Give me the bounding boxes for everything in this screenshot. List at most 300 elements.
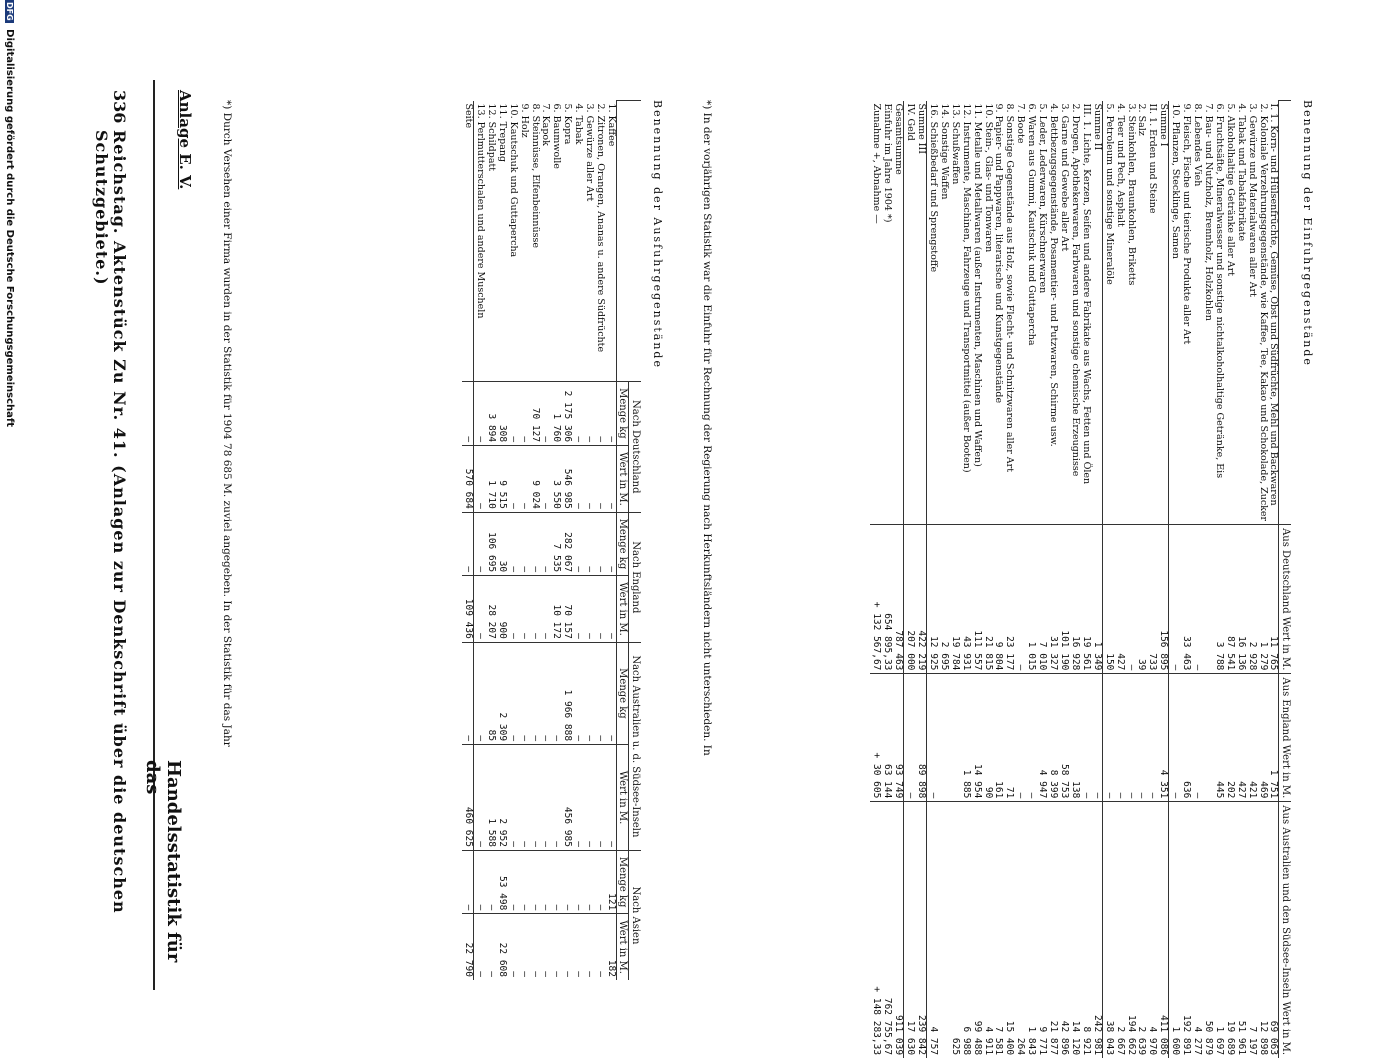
import-value-au: 2 667 [1114,802,1125,1058]
export-value: — [529,512,540,575]
import-row [1202,101,1213,1058]
import-value-de: — [1169,525,1180,674]
export-value: — [518,914,529,980]
import-value-au: 12 898 [1257,802,1268,1058]
import-value-en [1202,674,1213,802]
export-value: — [507,512,518,575]
import-row-label: 6. Fruchtsäfte, Mineralwasser und sonstige nichtalkoholhaltige Getränke, Eis [1213,101,1224,525]
import-grid [870,100,1291,1058]
import-row-label: 4. Teer und Pech, Asphalt [1114,101,1125,525]
import-row [1036,101,1047,1058]
import-value-en: 4 947 [1036,674,1047,802]
import-value-au: 192 891 [1180,802,1191,1058]
import-row [915,101,926,1058]
import-value-de: 156 895 [1157,525,1168,674]
export-value: — [540,576,551,643]
import-row-label: III. 1. Lichte, Kerzen, Seifen und andere Fabrikate aus Wachs, Fetten und Ölen [1080,101,1091,525]
import-value-au: 51 961 [1235,802,1246,1058]
export-value: — [572,914,583,980]
import-value-au: 6 988 [960,802,971,1058]
import-row-label: 2. Salz [1136,101,1147,525]
export-value: — [583,576,594,643]
export-value: 3 894 [485,381,496,445]
import-row-label: 9. Fleisch, Fische und tierische Produkte aller Art [1180,101,1191,525]
import-row-label: Einfuhr im Jahre 1904 *) [881,101,892,525]
import-row [1180,101,1191,1058]
export-value: 456 985 [561,745,572,851]
export-value: — [572,381,583,445]
import-value-de: 21 815 [982,525,993,674]
export-value: — [572,576,583,643]
export-value: — [605,512,616,575]
import-value-en: — [1080,674,1091,802]
annex-label: Anlage E. V. [176,90,193,189]
export-row-label: Seite [462,101,473,382]
export-value: — [462,512,473,575]
import-value-au: 14 120 [1069,802,1080,1058]
import-row [960,101,971,1058]
export-row [496,101,507,981]
export-value: — [572,512,583,575]
export-value: — [605,381,616,445]
export-row-label: 11. Trepang [496,101,507,382]
export-value: 22 790 [462,914,473,980]
import-value-au: 4 757 [927,802,938,1058]
import-footnote: *) In der vorjährigen Statistik war die Einfuhr für Rechnung der Regierung nach Herkunftsländern nicht unterschieden. In [701,100,713,756]
import-value-de: 207 000 [904,525,915,674]
import-row-label: I. 1. Korn- und Hülsenfrüchte, Gemüse, Obst und Südfrüchte, Mehl und Backwaren [1268,101,1279,525]
import-value-en: 202 [1224,674,1235,802]
export-row-label: 9. Holz [518,101,529,382]
page-number: 336 [110,90,128,123]
import-value-au: 911 039 [892,802,903,1058]
import-row-label: 3. Steinkohlen, Braunkohlen, Briketts [1125,101,1136,525]
import-value-en: — [1091,674,1102,802]
export-value: 1 966 888 [561,642,572,744]
export-value: — [540,745,551,851]
import-value-en: 63 144 [881,674,892,802]
import-row [1246,101,1257,1058]
import-value-de: 33 463 [1180,525,1191,674]
import-row-label: 12. Instrumente, Maschinen, Fahrzeuge und Transportmittel (außer Booten) [960,101,971,525]
export-value: 1 710 [485,446,496,513]
import-row-label: 14. Sonstige Waffen [938,101,949,525]
export-value: — [572,850,583,913]
import-row-label: 5. Leder, Lederwaren, Kürschnerwaren [1036,101,1047,525]
export-value: — [518,576,529,643]
import-value-au: 4 277 [1191,802,1202,1058]
import-value-au [938,802,949,1058]
import-value-au: 762 755,67 [881,802,892,1058]
import-value-de: 31 327 [1047,525,1058,674]
import-row [1257,101,1268,1058]
import-row [1014,101,1025,1058]
export-value: — [540,446,551,513]
export-value: 30 [496,512,507,575]
export-value: 9 515 [496,446,507,513]
import-value-de: 733 [1146,525,1157,674]
export-value: — [518,642,529,744]
import-value-en [949,674,960,802]
export-row [583,101,594,981]
export-row [561,101,572,981]
export-row-label: 4. Tabak [572,101,583,382]
export-col-sub: Wert in M. [617,576,630,643]
export-value: 900 [496,576,507,643]
import-value-de: 3 788 [1213,525,1224,674]
export-value: — [550,745,561,851]
import-value-de: 1 279 [1257,525,1268,674]
import-row [1146,101,1157,1058]
export-value: — [540,381,551,445]
import-value-de: 654 895,33 [881,525,892,674]
dfg-logo: DFG [5,0,14,23]
export-value: — [485,850,496,913]
export-value: 7 535 [550,512,561,575]
export-row-label: 12. Schildpatt [485,101,496,382]
section-title: Handelsstatistik für das [142,760,183,1000]
import-value-en: 8 399 [1047,674,1058,802]
import-row-label: 6. Waren aus Gummi, Kautschuk und Guttapercha [1025,101,1036,525]
export-col-group: Nach Deutschland [629,381,641,512]
export-value: 2 309 [496,642,507,744]
import-value-en: 90 [982,674,993,802]
import-row-label: Summe III [915,101,926,525]
export-row [572,101,583,981]
export-row [462,101,473,981]
export-value: — [572,745,583,851]
export-value: — [605,576,616,643]
import-value-en: — [1169,674,1180,802]
import-row [892,101,903,1058]
export-value: — [474,745,485,851]
export-row [550,101,561,981]
import-value-au: 19 689 [1224,802,1235,1058]
export-value: — [594,576,605,643]
import-row-label: 5. Alkoholhaltige Getränke aller Art [1224,101,1235,525]
import-row [1125,101,1136,1058]
import-value-de: 150 [1102,525,1113,674]
import-col-name [1279,101,1291,525]
import-row-label: 7. Bau- und Nutzholz, Brennholz, Holzkohlen [1202,101,1213,525]
export-value: 546 985 [561,446,572,513]
import-value-au: 99 488 [971,802,982,1058]
import-row [1080,101,1091,1058]
export-row [529,101,540,981]
export-value: — [485,914,496,980]
import-value-de: 11 765 [1268,525,1279,674]
export-value: — [583,745,594,851]
export-footnote: *) Durch Versehen einer Firma wurden in der Statistik für 1904 78 685 M. zuviel angegeben. In der Statistik für das Jahr [221,100,233,747]
import-value-en: 4 351 [1157,674,1168,802]
export-value: 22 608 [496,914,507,980]
import-section [693,100,1313,980]
export-value: — [507,576,518,643]
import-value-en: — [927,674,938,802]
export-value: — [594,512,605,575]
export-value: — [507,642,518,744]
export-value: — [583,381,594,445]
import-value-au: 9 771 [1036,802,1047,1058]
import-row-label: 7. Boote [1014,101,1025,525]
export-row [474,101,485,981]
import-row-label: 5. Petroleum und sonstige Mineralöle [1102,101,1113,525]
export-head-name: Benennung der Ausfuhrgegenstände [650,100,663,369]
export-value: — [594,914,605,980]
import-row-label: 2. Koloniale Verzehrungsgegenstände, wie Kaffee, Tee, Kakao und Schokolade, Zucker [1257,101,1268,525]
import-row-label: 2. Drogen, Apothekerwaren, Farbwaren und sonstige chemische Erzeugnisse [1069,101,1080,525]
export-value: — [540,850,551,913]
export-col-sub: Wert in M. [617,914,630,980]
export-row [605,101,616,981]
import-row [1268,101,1279,1058]
import-value-de: 87 541 [1224,525,1235,674]
import-row-label: II. 1. Erden und Steine [1146,101,1157,525]
import-value-de: 427 [1114,525,1125,674]
import-value-en: 1 885 [960,674,971,802]
import-row [870,101,881,1058]
import-row-label: 3. Gewürze und Materialwaren aller Art [1246,101,1257,525]
export-value: 282 067 [561,512,572,575]
import-row-label: 8. Sonstige Gegenstände aus Holz, sowie Flecht- und Schnitzwaren aller Art [1003,101,1014,525]
export-value: — [529,642,540,744]
import-row-label: 4. Tabak und Tabakfabrikate [1235,101,1246,525]
import-row-label: 16. Schießbedarf und Sprengstoffe [927,101,938,525]
import-row-label: Gesamtsumme [892,101,903,525]
import-value-au: 42 896 [1058,802,1069,1058]
import-value-en: — [904,674,915,802]
import-value-de: 23 177 [1003,525,1014,674]
export-table [462,100,641,980]
import-value-en: + 30 605 [870,674,881,802]
export-row [507,101,518,981]
import-row [927,101,938,1058]
export-section [203,100,663,980]
export-value: — [474,381,485,445]
export-value: — [583,642,594,744]
import-value-de: 9 804 [993,525,1004,674]
export-value: — [474,576,485,643]
export-grid [462,100,641,980]
import-value-en: — [1191,674,1202,802]
import-row-label: Zunahme +, Abnahme — [870,101,881,525]
import-value-de: 422 219 [915,525,926,674]
import-row-label: Summe II [1091,101,1102,525]
import-value-de: 2 695 [938,525,949,674]
import-value-au: 239 842 [915,802,926,1058]
import-value-au: 21 877 [1047,802,1058,1058]
export-value: — [474,850,485,913]
import-value-en: 93 749 [892,674,903,802]
export-value: — [474,914,485,980]
import-value-de: — [1125,525,1136,674]
import-value-au: 4 970 [1146,802,1157,1058]
import-row [1213,101,1224,1058]
import-row [971,101,982,1058]
import-row [938,101,949,1058]
import-value-en: 1 751 [1268,674,1279,802]
import-row-label: 10. Stein-, Glas- und Tonwaren [982,101,993,525]
export-row-label: 13. Perlmutterschalen und andere Muscheln [474,101,485,382]
import-value-de: 16 136 [1235,525,1246,674]
export-value: 53 498 [496,850,507,913]
export-value: 2 952 [496,745,507,851]
export-value: — [518,850,529,913]
export-value: — [507,446,518,513]
import-value-en: 14 954 [971,674,982,802]
export-value: — [561,850,572,913]
export-value: 1 588 [485,745,496,851]
import-value-au: 1 697 [1213,802,1224,1058]
export-value: — [583,446,594,513]
import-value-au: 38 043 [1102,802,1113,1058]
import-value-au: + 148 283,33 [870,802,881,1058]
export-value: — [529,850,540,913]
import-row [1047,101,1058,1058]
import-value-en: — [1125,674,1136,802]
import-value-au: 194 662 [1125,802,1136,1058]
export-value: — [594,446,605,513]
import-row [904,101,915,1058]
export-value: — [583,914,594,980]
export-value: — [540,512,551,575]
import-row-label: IV. Geld [904,101,915,525]
import-row-label: 8. Lebendes Vieh [1191,101,1202,525]
export-row-label: 6. Baumwolle [550,101,561,382]
import-table [870,100,1291,980]
import-value-de: 1 015 [1025,525,1036,674]
import-value-en: — [1102,674,1113,802]
export-value: — [529,914,540,980]
export-value: — [594,745,605,851]
import-value-de: 39 [1136,525,1147,674]
import-value-de: 2 928 [1246,525,1257,674]
export-value: 570 684 [462,446,473,513]
import-header-row [1279,101,1291,1058]
export-col-group: Nach Asien [629,850,641,980]
import-value-en: — [1114,674,1125,802]
import-value-en: — [1136,674,1147,802]
export-value: — [605,446,616,513]
export-row [594,101,605,981]
import-value-en: — [1146,674,1157,802]
export-value: — [529,745,540,851]
export-value: — [474,512,485,575]
import-value-de: 787 463 [892,525,903,674]
export-col-group: Nach Australien u. d. Südsee-Inseln [629,642,641,850]
export-value: — [550,642,561,744]
export-col-sub: Menge kg [617,642,630,744]
import-value-en: — [1014,674,1025,802]
import-row [1025,101,1036,1058]
export-value: 1 760 [550,381,561,445]
import-row-label: 4. Bettbezugsgegenstände, Posamentier- und Putzwaren, Schirme usw. [1047,101,1058,525]
export-value: 28 207 [485,576,496,643]
export-col-sub: Wert in M. [617,446,630,513]
import-value-en: — [1025,674,1036,802]
import-row-label: 9. Papier- und Pappwaren, literarische und Kunstgegenstände [993,101,1004,525]
export-value: — [507,745,518,851]
import-col-head: Aus Deutschland Wert in M. [1279,525,1291,674]
export-value: — [594,850,605,913]
export-value: — [474,642,485,744]
export-col-sub: Wert in M. [617,745,630,851]
export-value: — [518,446,529,513]
import-value-au: 264 [1014,802,1025,1058]
import-value-en: 71 [1003,674,1014,802]
import-col-head: Aus Australien und den Südsee-Inseln Wert in M. [1279,802,1291,1058]
export-value: 70 157 [561,576,572,643]
export-value: — [605,642,616,744]
import-value-au: 1 843 [1025,802,1036,1058]
import-value-de: 16 928 [1069,525,1080,674]
import-value-en: 58 753 [1058,674,1069,802]
import-value-au: 69 063 [1268,802,1279,1058]
import-value-en: 427 [1235,674,1246,802]
import-value-de: 111 557 [971,525,982,674]
import-col-head: Aus England Wert in M. [1279,674,1291,802]
export-value: 182 [605,914,616,980]
import-row-label: 11. Metalle und Metallwaren (außer Instrumenten, Maschinen und Waffen) [971,101,982,525]
import-value-en: 636 [1180,674,1191,802]
import-value-au: 242 981 [1091,802,1102,1058]
import-row [1058,101,1069,1058]
import-row-label: Summe I [1157,101,1168,525]
export-row [540,101,551,981]
export-value: — [474,446,485,513]
export-col-name [617,101,642,382]
export-value: — [583,850,594,913]
import-row [1102,101,1113,1058]
import-row [1169,101,1180,1058]
export-value: 109 436 [462,576,473,643]
export-col-sub: Menge kg [617,512,630,575]
running-title: Reichstag. Aktenstück Zu Nr. 41. (Anlagen zur Denkschrift über die deutschen Schutzgebiete.) [91,130,128,970]
export-value: — [462,642,473,744]
export-value: — [594,642,605,744]
import-value-de [1202,525,1213,674]
export-value: — [572,642,583,744]
import-value-au: 15 400 [1003,802,1014,1058]
import-row [1069,101,1080,1058]
export-value: 2 175 306 [561,381,572,445]
import-value-de: 12 925 [927,525,938,674]
import-value-au: 7 197 [1246,802,1257,1058]
import-value-en: 421 [1246,674,1257,802]
import-value-de: + 132 567,67 [870,525,881,674]
export-value: — [540,914,551,980]
import-value-au: 411 086 [1157,802,1168,1058]
import-row [1091,101,1102,1058]
export-row-label: 10. Kautschuk und Guttapercha [507,101,518,382]
export-value: — [572,446,583,513]
export-row-label: 5. Kopra [561,101,572,382]
export-value: — [507,914,518,980]
export-value: — [529,576,540,643]
import-value-au: 17 630 [904,802,915,1058]
dfg-credit [4,0,16,427]
export-row [485,101,496,981]
export-value: — [594,381,605,445]
import-value-au: 50 879 [1202,802,1213,1058]
export-value: 70 127 [529,381,540,445]
export-value: 3 550 [550,446,561,513]
import-value-de: 1 349 [1091,525,1102,674]
import-value-de: — [1014,525,1025,674]
export-value: — [507,381,518,445]
export-value: 106 695 [485,512,496,575]
export-value: — [462,381,473,445]
